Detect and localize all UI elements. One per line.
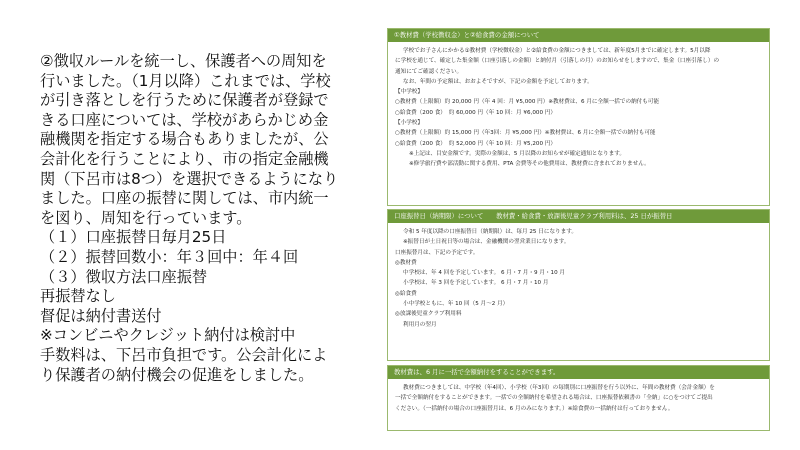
text-line: り保護者の納付機会の促進をしました。 [40,365,314,384]
text-line: 行いました。（1月以降）これまでは、学校 [40,71,331,90]
panel-text-line: 中学校は、年 4 回を予定しています。 6 月・7 月・9 月・10 月 [403,270,566,277]
text-line: ました。口座の振替に関しては、市内統一 [40,189,329,208]
panel-text-line: に学校を通じて、確定した集金額（口座引落しの金額）と納付月（引落しの月）のお知らせをしますので、集金（口座引落し）の [395,58,720,65]
panel-text-line: ください。（一括納付の場合の口座振替月は、6 月のみになります。）※給食費の一括納付は行っておりません。 [395,405,674,412]
text-line: （３）徴収方法口座振替 [40,267,208,286]
text-line: 関（下呂市は8つ）を選択できるようになり [40,169,339,188]
text-line: きる口座については、学校があらかじめ金 [40,110,329,129]
text-line: 会計化を行うことにより、市の指定金融機 [40,149,329,168]
panel-text-line: ◎教材費 [395,259,417,266]
panel-text-line: ○教材費（上限額）約 15,000 円（年3回：月 ¥5,000 円）※教材費は、6 月に全額一括での納付も可能 [395,130,656,137]
panel-text-line: 小学校は、年 3 回を予定しています。 6 月・7 月・10 月 [403,280,549,287]
panel-header-transfer-date: 口座振替日（納期限）について 教材費・給食費・放課後児童クラブ利用料は、25 日が振替日 [388,210,769,223]
panel-text-line: ○教材費（上限額）約 20,000 円（年 4 回：月 ¥5,000 円）※教材費は、6 月に全額一括での納付も可能 [395,99,660,106]
panel-text-line: ※上記は、目安金額です。実際の金額は、5 月以降のお知らせが確定通知となります。 [409,150,625,157]
text-line: 手数料は、下呂市負担です。公会計化によ [40,345,328,364]
panel-text-line: 学校でお子さんにかかる①教材費（学校徴収金）と②給食費の金額につきましては、新年度5月までに確定します。5月以降 [403,48,711,54]
panel-body-transfer-date [388,223,769,334]
notice-panel-lump-sum [387,365,770,431]
notice-panel-amounts [387,28,770,206]
panel-body-lump-sum [388,379,769,418]
panel-text-line: なお、年間の予定額は、おおよそですが、下記の金額を予定しております。 [403,78,593,85]
text-line: を図り、周知を行っています。 [40,208,252,227]
text-line: 再振替なし [40,287,116,306]
panel-text-line: 利用月の翌月 [403,321,437,328]
panel-text-line: 【小学校】 [395,120,423,127]
panel-body-amounts [388,42,769,174]
panel-text-line: ○給食費（200 食） 約 60,000 円（年 10 回：月 ¥6,000 円） [395,109,556,116]
text-line: ※コンビニやクレジット納付は検討中 [40,326,296,345]
panel-text-line: 通知にてご確認ください。 [395,68,463,75]
panel-header-lump-sum: 教材費は、6 月に一括で全額納付をすることができます。 [388,366,769,379]
left-explanation-text [40,52,375,385]
panel-text-line: 口座振替月は、下記の予定です。 [395,249,479,256]
panel-text-line: 【中学校】 [395,89,423,96]
text-line: 融機関を指定する場合もありましたが、公 [40,130,329,149]
panel-text-line: ◎放課後児童クラブ利用料 [395,311,462,318]
panel-header-amounts: ①教材費（学校徴収金）と②給食費の金額について [388,29,769,42]
panel-text-line: ○給食費（200 食） 約 52,000 円（年 10 回：月 ¥5,200 円） [395,140,556,147]
panel-text-line: ◎給食費 [395,290,417,297]
text-line: が引き落としを行うために保護者が登録で [40,91,329,110]
panel-text-line: 令和 5 年度以降の口座振替日（納期限）は、毎月 25 日になります。 [403,229,577,235]
panel-text-line: 一括で全額納付をすることができます。一括での全額納付を希望される場合は、口座振替依頼書の「全納」に○をつけてご提出 [395,395,713,402]
text-line: ②徴収ルールを統一し、保護者への周知を [40,52,327,70]
panel-text-line: ※振替日が土日祝日等の場合は、金融機関の翌営業日になります。 [403,239,570,246]
text-line: （１）口座振替日毎月25日 [40,228,227,247]
panel-text-line: ※修学旅行費や部活動に関する費用、PTA 会費等その他費用は、教材費に含まれておりません。 [409,161,650,168]
text-line: （２）振替回数小：年３回中：年４回 [40,247,299,266]
text-line: 督促は納付書送付 [40,306,162,325]
notice-panel-transfer-date [387,209,770,361]
panel-text-line: 教材費につきましては、中学校（年4回）、小学校（年3回）の毎期別に口座振替を行う以外に、年間の教材費（会計金額）を [403,385,715,391]
panel-text-line: 小中学校ともに、年 10 回（5 月～2 月） [403,301,509,308]
